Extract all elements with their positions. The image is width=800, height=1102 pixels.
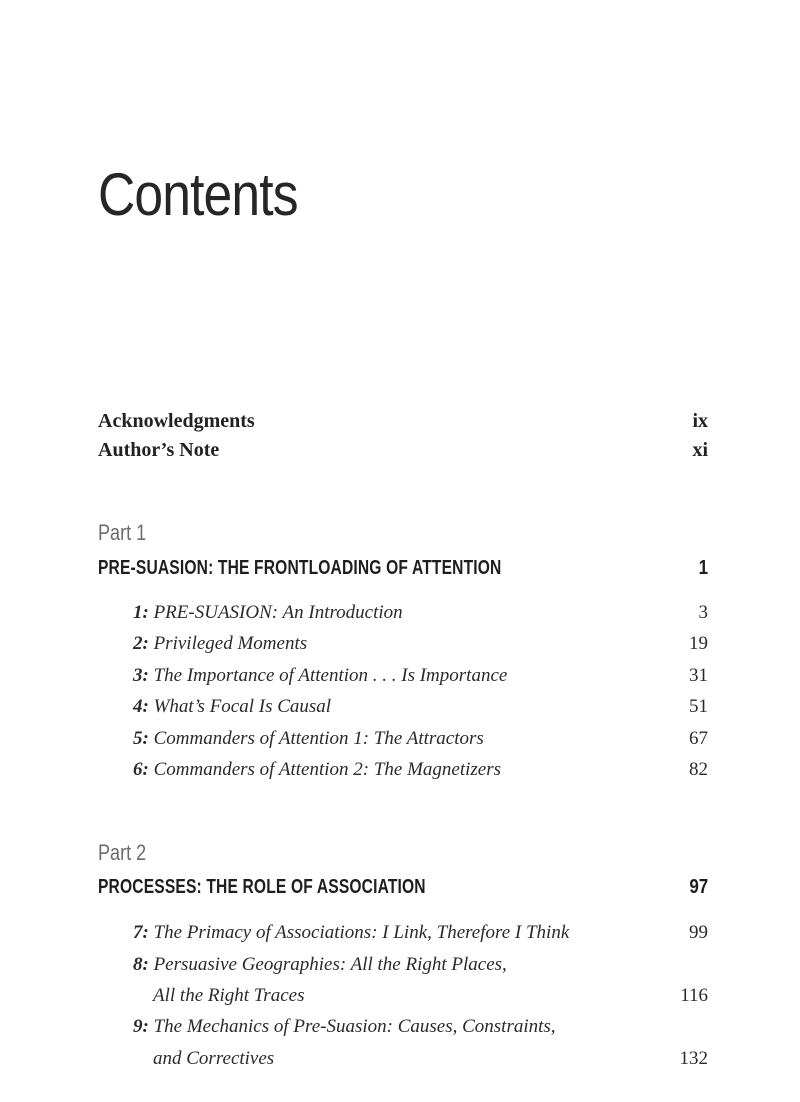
chapter-page: 51 bbox=[689, 696, 708, 717]
chapter-title-continued: All the Right Traces bbox=[153, 985, 305, 1006]
chapter-title: The Mechanics of Pre-Suasion: Causes, Constraints, bbox=[153, 1016, 556, 1037]
toc-entry-page: xi bbox=[692, 439, 708, 461]
chapter-page: 67 bbox=[689, 728, 708, 749]
chapter-title: The Importance of Attention . . . Is Importance bbox=[153, 665, 508, 686]
part-page: 1 bbox=[698, 557, 708, 579]
chapter-number: 4: bbox=[133, 696, 149, 717]
toc-entry-label: Acknowledgments bbox=[98, 410, 255, 432]
toc-chapter[interactable] bbox=[133, 602, 708, 624]
chapter-page: 116 bbox=[680, 985, 708, 1006]
chapter-page: 19 bbox=[689, 633, 708, 654]
chapter-number: 3: bbox=[133, 665, 149, 686]
toc-chapter[interactable] bbox=[133, 759, 708, 781]
chapter-page: 99 bbox=[689, 922, 708, 943]
part-title-1[interactable] bbox=[98, 557, 708, 580]
part-title-text: PRE-SUASION: THE FRONTLOADING OF ATTENTION bbox=[98, 557, 502, 579]
toc-chapter[interactable] bbox=[133, 696, 708, 718]
chapter-number: 5: bbox=[133, 728, 149, 749]
toc-entry-page: ix bbox=[692, 410, 708, 432]
part-title-2[interactable] bbox=[98, 876, 708, 899]
page-title: Contents bbox=[98, 161, 298, 228]
chapter-title: Privileged Moments bbox=[153, 633, 308, 654]
chapter-title: What’s Focal Is Causal bbox=[153, 696, 332, 717]
chapter-number: 7: bbox=[133, 922, 149, 943]
chapter-number: 2: bbox=[133, 633, 149, 654]
chapter-title-continued: and Correctives bbox=[153, 1048, 275, 1069]
part-label: Part 1 bbox=[98, 520, 147, 545]
chapter-title: PRE-SUASION: An Introduction bbox=[153, 602, 403, 623]
chapter-title: Persuasive Geographies: All the Right Places, bbox=[153, 954, 507, 975]
chapter-page: 3 bbox=[698, 602, 708, 623]
chapter-title: Commanders of Attention 2: The Magnetizers bbox=[153, 759, 502, 780]
toc-chapter[interactable] bbox=[133, 728, 708, 750]
toc-chapter-continued[interactable] bbox=[153, 985, 708, 1007]
part-label: Part 2 bbox=[98, 840, 147, 865]
chapter-page: 82 bbox=[689, 759, 708, 780]
toc-entry-authors-note[interactable] bbox=[98, 439, 708, 462]
toc-entry-acknowledgments[interactable] bbox=[98, 410, 708, 433]
toc-chapter[interactable] bbox=[133, 633, 708, 655]
chapter-number: 1: bbox=[133, 602, 149, 623]
toc-chapter[interactable] bbox=[133, 665, 708, 687]
toc-chapter[interactable] bbox=[133, 922, 708, 944]
chapter-title: Commanders of Attention 1: The Attractors bbox=[153, 728, 484, 749]
toc-chapter-continued[interactable] bbox=[153, 1048, 708, 1070]
toc-chapter[interactable] bbox=[133, 954, 708, 976]
chapter-page: 31 bbox=[689, 665, 708, 686]
chapter-number: 8: bbox=[133, 954, 149, 975]
toc-chapter[interactable] bbox=[133, 1016, 708, 1038]
toc-entry-label: Author’s Note bbox=[98, 439, 220, 461]
chapter-page: 132 bbox=[679, 1048, 708, 1069]
part-page: 97 bbox=[689, 876, 708, 898]
chapter-number: 6: bbox=[133, 759, 149, 780]
chapter-number: 9: bbox=[133, 1016, 149, 1037]
chapter-title: The Primacy of Associations: I Link, Therefore I Think bbox=[153, 922, 570, 943]
part-title-text: PROCESSES: THE ROLE OF ASSOCIATION bbox=[98, 876, 426, 898]
